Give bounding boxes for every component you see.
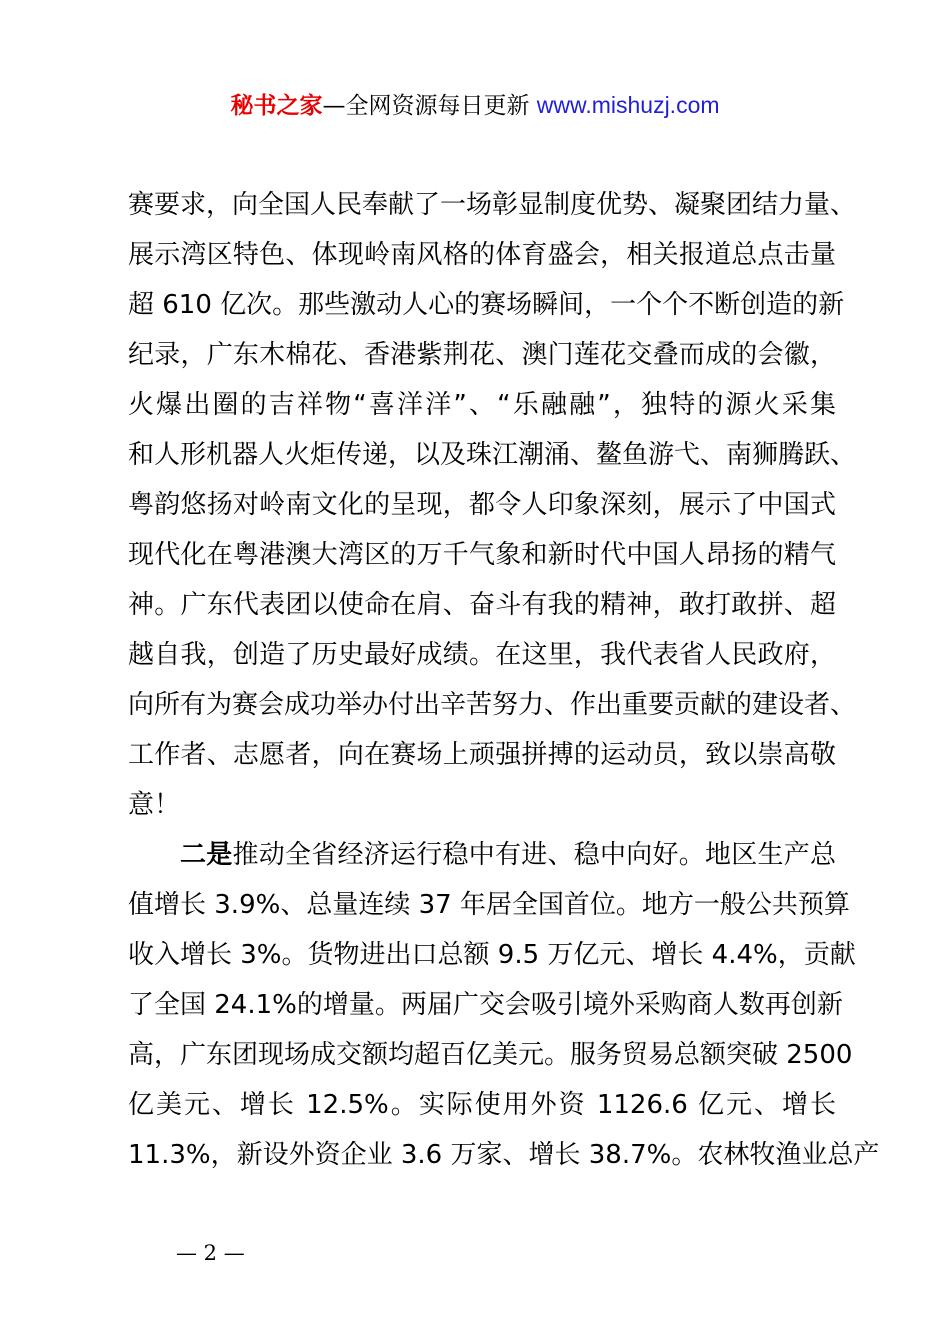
text-line: 现代化在粤港澳大湾区的万千气象和新时代中国人昂扬的精气 <box>128 540 836 570</box>
text-line: 意！ <box>128 790 181 820</box>
text-line: 粤韵悠扬对岭南文化的呈现，都令人印象深刻，展示了中国式 <box>128 490 836 520</box>
text-line: 收入增长 3%。货物进出口总额 9.5 万亿元、增长 4.4%，贡献 <box>128 940 856 970</box>
text-line: 和人形机器人火炬传递，以及珠江潮涌、鳌鱼游弋、南狮腾跃、 <box>128 440 857 470</box>
paragraph-2-first-line <box>128 830 836 880</box>
text-line: 越自我，创造了历史最好成绩。在这里，我代表省人民政府， <box>128 640 836 670</box>
text-line: 纪录，广东木棉花、香港紫荆花、澳门莲花交叠而成的会徽， <box>128 340 836 370</box>
site-tagline: —全网资源每日更新 <box>322 93 537 119</box>
paragraph-2 <box>128 830 880 1180</box>
site-url[interactable]: www.mishuzj.com <box>536 92 720 118</box>
text-line: 赛要求，向全国人民奉献了一场彰显制度优势、凝聚团结力量、 <box>128 190 857 220</box>
text-line: 火爆出圈的吉祥物“喜洋洋”、“乐融融”，独特的源火采集 <box>128 390 836 420</box>
page-header <box>0 88 950 123</box>
paragraph-lead: 二是 <box>180 840 233 870</box>
text-line: 展示湾区特色、体现岭南风格的体育盛会，相关报道总点击量 <box>128 240 836 270</box>
text-line: 超 610 亿次。那些激动人心的赛场瞬间，一个个不断创造的新 <box>128 290 845 320</box>
document-body <box>128 180 880 1180</box>
paragraph-lead-rest: 推动全省经济运行稳中有进、稳中向好。地区生产总 <box>232 840 836 870</box>
text-line: 向所有为赛会成功举办付出辛苦努力、作出重要贡献的建设者、 <box>128 690 857 720</box>
text-line: 11.3%，新设外资企业 3.6 万家、增长 38.7%。农林牧渔业总产 <box>128 1140 880 1170</box>
text-line: 了全国 24.1%的增量。两届广交会吸引境外采购商人数再创新 <box>128 990 843 1020</box>
text-line: 神。广东代表团以使命在肩、奋斗有我的精神，敢打敢拼、超 <box>128 590 836 620</box>
text-line: 工作者、志愿者，向在赛场上顽强拼搏的运动员，致以崇高敬 <box>128 740 836 770</box>
paragraph-1 <box>128 180 857 830</box>
text-line: 高，广东团现场成交额均超百亿美元。服务贸易总额突破 2500 <box>128 1040 853 1070</box>
text-line: 值增长 3.9%、总量连续 37 年居全国首位。地方一般公共预算 <box>128 890 850 920</box>
site-brand: 秘书之家 <box>230 93 323 119</box>
page-number: — 2 — <box>176 1241 245 1265</box>
text-line: 亿美元、增长 12.5%。实际使用外资 1126.6 亿元、增长 <box>128 1090 836 1120</box>
